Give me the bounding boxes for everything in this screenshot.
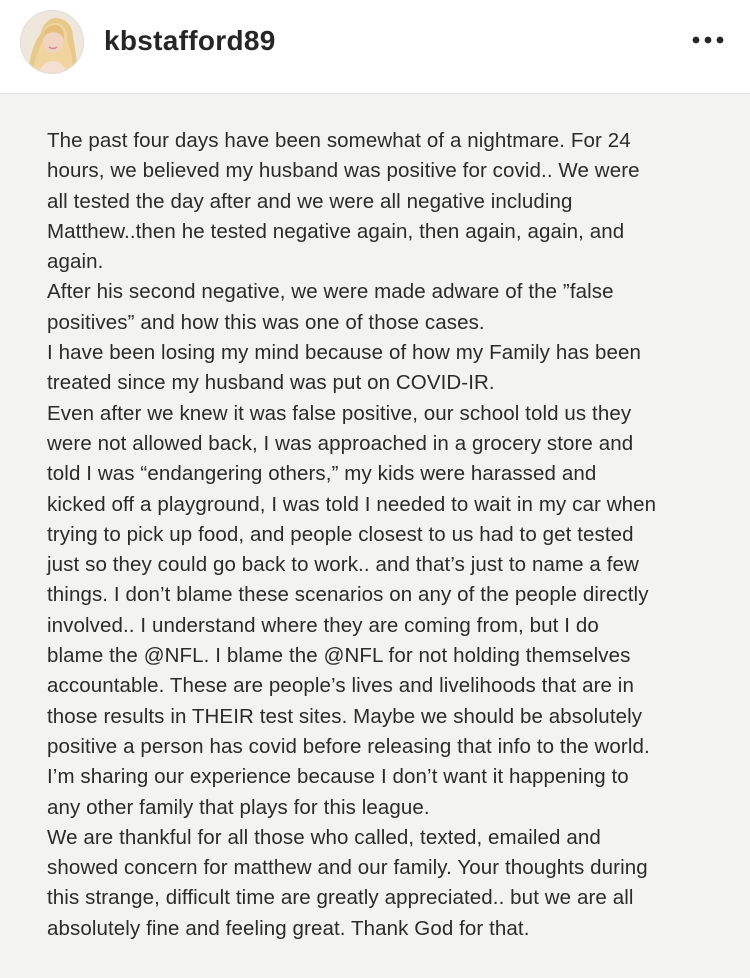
statement-line: blame the @NFL. I blame the @NFL for not holding themselves (47, 644, 631, 668)
statement-line: After his second negative, we were made adware of the ”false (47, 280, 614, 304)
statement-line: again. (47, 250, 104, 274)
statement-line: things. I don’t blame these scenarios on any of the people directly (47, 583, 649, 607)
statement-line: The past four days have been somewhat of a nightmare. For 24 (47, 129, 631, 152)
statement-line: positives” and how this was one of those cases. (47, 310, 485, 334)
statement-line: I’m sharing our experience because I don’t want it happening to (47, 765, 629, 789)
statement-line: Matthew..then he tested negative again, then again, again, and (47, 219, 625, 243)
statement-line: this strange, difficult time are greatly appreciated.. but we are all (47, 886, 634, 910)
statement-line: Even after we knew it was false positive, our school told us they (47, 401, 632, 425)
post-statement-text (47, 126, 727, 944)
statement-line: involved.. I understand where they are coming from, but I do (47, 613, 599, 637)
statement-line: showed concern for matthew and our family. Your thoughts during (47, 856, 648, 880)
statement-line: hours, we believed my husband was positive for covid.. We were (47, 159, 640, 183)
profile-avatar[interactable] (20, 10, 84, 74)
statement-line: accountable. These are people’s lives and livelihoods that are in (47, 674, 634, 698)
post-header (0, 0, 750, 94)
username[interactable]: kbstafford89 (104, 25, 276, 56)
statement-line: just so they could go back to work.. and that’s just to name a few (47, 553, 639, 577)
more-options-button[interactable] (688, 26, 728, 54)
statement-line: any other family that plays for this league. (47, 795, 430, 819)
statement-line: told I was “endangering others,” my kids were harassed and (47, 462, 597, 486)
statement-line: absolutely fine and feeling great. Thank God for that. (47, 916, 530, 940)
statement-line: all tested the day after and we were all negative including (47, 189, 573, 213)
more-options-icon (688, 26, 728, 54)
statement-line: kicked off a playground, I was told I needed to wait in my car when (47, 492, 657, 516)
statement-line: We are thankful for all those who called, texted, emailed and (47, 825, 601, 849)
avatar-image (21, 11, 83, 73)
statement-line: were not allowed back, I was approached in a grocery store and (47, 431, 634, 455)
statement-line: those results in THEIR test sites. Maybe we should be absolutely (47, 704, 643, 728)
statement-line: positive a person has covid before releasing that info to the world. (47, 734, 650, 758)
statement-line: treated since my husband was put on COVID-IR. (47, 371, 495, 395)
statement-line: I have been losing my mind because of how my Family has been (47, 341, 641, 365)
statement-line: trying to pick up food, and people closest to us had to get tested (47, 522, 634, 546)
post-image (0, 94, 750, 978)
